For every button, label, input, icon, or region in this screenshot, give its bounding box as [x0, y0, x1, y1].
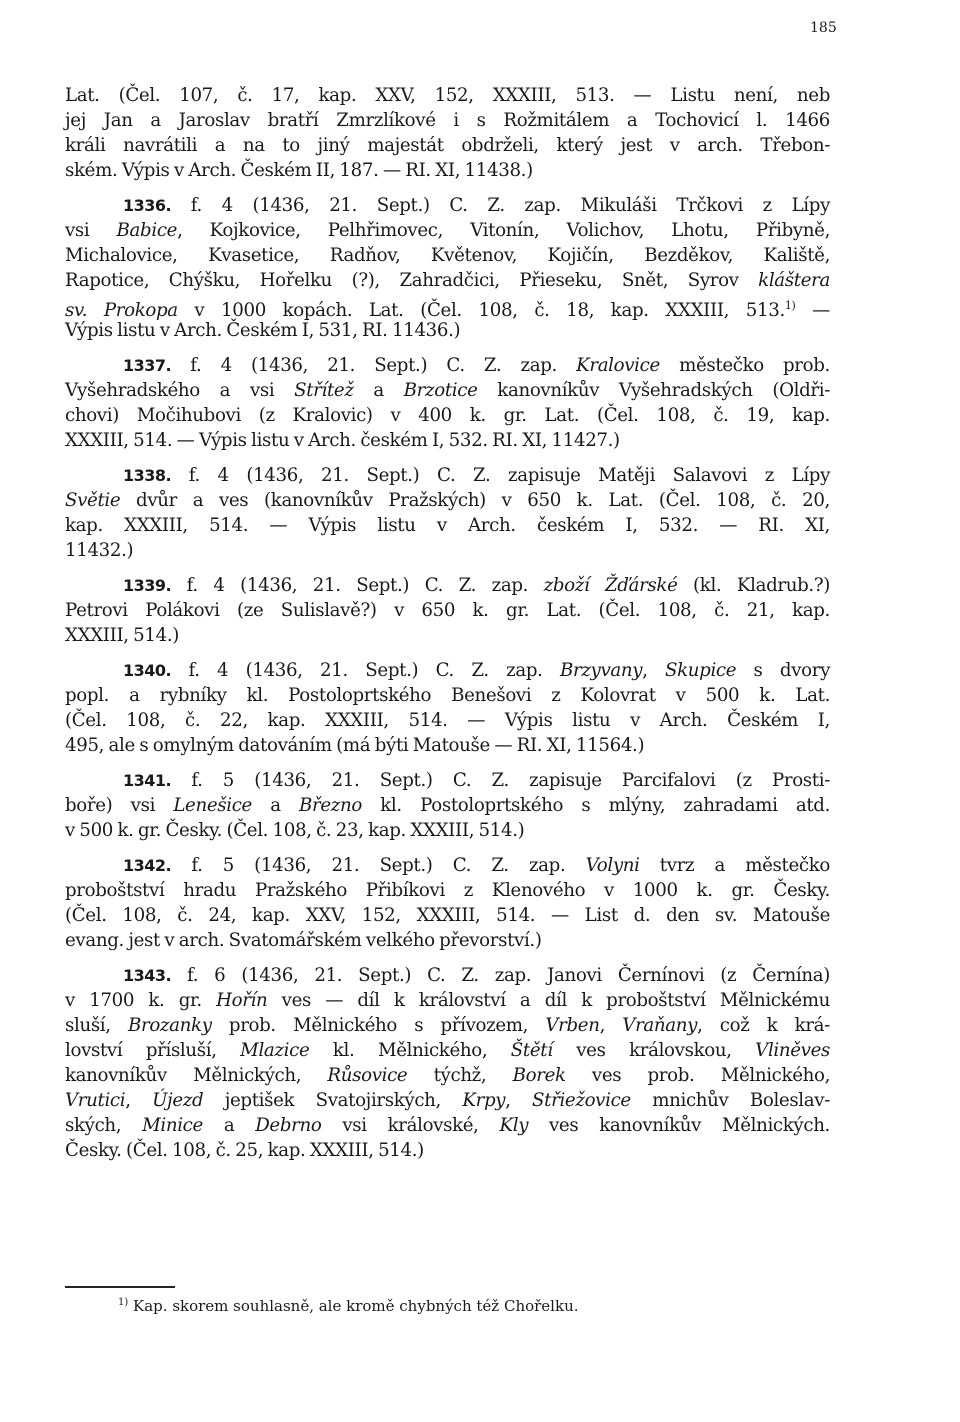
text-line: [65, 378, 830, 403]
text-run: ves královskou,: [552, 1040, 756, 1061]
text-line: [65, 1063, 830, 1088]
place-name: sv. Prokopa: [65, 300, 178, 322]
place-name: Lenešice: [173, 795, 252, 816]
text-run: mnichův Boleslav-: [630, 1090, 830, 1111]
text-line: [65, 658, 830, 683]
text-run: v 500 k. gr. Česky. (Čel. 108, č. 23, kap. XXXIII, 514.): [65, 820, 525, 841]
text-line: [65, 1013, 830, 1038]
text-run: týchž,: [407, 1065, 513, 1086]
text-line: jej Jan a Jaroslav bratří Zmrzlíkové i s Rožmitálem a Tochovicí l. 1466: [65, 110, 830, 131]
text-line: [65, 1113, 830, 1138]
text-run: Rapotice, Chýšku, Hořelku (?), Zahradčici, Přieseku, Snět, Syrov: [65, 270, 759, 291]
text-run: kanovníkův Vyšehradských (Oldři-: [477, 380, 831, 401]
text-run: kl. Postoloprtského s mlýny, zahradami atd.: [361, 795, 830, 816]
text-run: f. 4 (1436, 21. Sept.) C. Z. zap.: [171, 660, 560, 681]
place-name: Vliněves: [755, 1040, 830, 1061]
text-line: [65, 683, 830, 708]
text-line: [65, 428, 830, 453]
entry-number: 1339.: [123, 576, 172, 595]
text-run: f. 4 (1436, 21. Sept.) C. Z. zap. Mikuláši Trčkovi z Lípy: [171, 195, 830, 216]
text-line: [65, 268, 830, 293]
text-run: kl. Mělnického,: [309, 1040, 511, 1061]
text-run: a: [353, 380, 404, 401]
place-name: Mlazice: [240, 1040, 310, 1061]
text-run: ves — díl k království a díl k proboštství Mělnickému: [267, 990, 830, 1011]
footnote-divider: [65, 1286, 175, 1288]
text-line: [65, 353, 830, 378]
page-number: 185: [810, 20, 837, 36]
place-name: Volyni: [585, 855, 640, 876]
entry-1336: [65, 193, 830, 343]
place-name: Babice: [116, 220, 178, 241]
footnote-marker: 1): [118, 1297, 129, 1308]
place-name: Střiežovice: [532, 1090, 631, 1111]
text-run: f. 5 (1436, 21. Sept.) C. Z. zap.: [171, 855, 586, 876]
text-run: XXXIII, 514. — Výpis listu v Arch. českém I, 532. RI. XI, 11427.): [65, 430, 620, 451]
text-run: —: [795, 300, 830, 322]
entry-1343: [65, 963, 830, 1163]
text-line: [65, 963, 830, 988]
text-run: (Čel. 108, č. 24, kap. XXV, 152, XXXIII, 514. — List d. den sv. Matouše: [65, 905, 830, 926]
text-line: [65, 293, 830, 322]
text-line: [65, 708, 830, 733]
place-name: Borek: [512, 1065, 566, 1086]
place-name: Březno: [299, 795, 362, 816]
entry-number: 1342.: [123, 856, 172, 875]
place-name: Skupice: [665, 660, 737, 681]
place-name: Světie: [65, 490, 121, 511]
text-line: [65, 573, 830, 598]
text-line: [65, 318, 830, 343]
text-run: Michalovice, Kvasetice, Radňov, Květenov, Kojičín, Bezděkov, Kaliště,: [65, 245, 830, 266]
text-run: ves prob. Mělnického,: [565, 1065, 831, 1086]
text-line: [65, 903, 830, 928]
text-run: Česky. (Čel. 108, č. 25, kap. XXXIII, 514.): [65, 1140, 424, 1161]
text-run: XXXIII, 514.): [65, 625, 180, 646]
text-run: ,: [642, 660, 666, 681]
text-line: [65, 928, 830, 953]
text-run: popl. a rybníky kl. Postoloprtského Benešovi z Kolovrat v 500 k. Lat.: [65, 685, 830, 706]
text-run: lovství přísluší,: [65, 1040, 241, 1061]
text-run: vsi královské,: [321, 1115, 500, 1136]
text-run: ves kanovníkův Mělnických.: [528, 1115, 830, 1136]
text-line: [65, 733, 830, 758]
text-run: a: [251, 795, 299, 816]
text-run: , Kojkovice, Pelhřimovec, Vitonín, Volichov, Lhotu, Přibyně,: [177, 220, 830, 241]
text-line: [65, 193, 830, 218]
entry-number: 1341.: [123, 771, 172, 790]
text-line: [65, 243, 830, 268]
text-run: evang. jest v arch. Svatomářském velkého převorství.): [65, 930, 542, 951]
text-run: kap. XXXIII, 514. — Výpis listu v Arch. českém I, 532. — RI. XI,: [65, 515, 830, 536]
text-line: ském. Výpis v Arch. Českém II, 187. — RI. XI, 11438.): [65, 160, 533, 181]
place-name: Debrno: [255, 1115, 322, 1136]
entry-1338: [65, 463, 830, 563]
text-line: [65, 793, 830, 818]
text-run: ,: [125, 1090, 153, 1111]
entry-1337: [65, 353, 830, 453]
text-run: , což k krá-: [697, 1015, 830, 1036]
place-name: Brozanky: [127, 1015, 212, 1036]
entry-number: 1337.: [123, 356, 172, 375]
text-run: ,: [599, 1015, 623, 1036]
text-run: v 1000 kopách. Lat. (Čel. 108, č. 18, kap. XXXIII, 513.: [177, 300, 785, 322]
text-run: chovi) Močihubovi (z Kralovic) v 400 k. gr. Lat. (Čel. 108, č. 19, kap.: [65, 405, 830, 426]
place-name: Brzyvany: [559, 660, 643, 681]
place-name: kláštera: [758, 270, 830, 291]
text-line: [65, 818, 830, 843]
text-run: Výpis listu v Arch. Českém I, 531, RI. 11436.): [65, 320, 461, 341]
text-run: boře) vsi: [65, 795, 174, 816]
place-name: Vrben: [545, 1015, 600, 1036]
text-run: f. 4 (1436, 21. Sept.) C. Z. zapisuje Matěji Salavovi z Lípy: [171, 465, 830, 486]
text-run: kanovníkův Mělnických,: [65, 1065, 328, 1086]
text-line: [65, 768, 830, 793]
text-line: [65, 598, 830, 623]
place-name: Růsovice: [327, 1065, 408, 1086]
place-name: Štětí: [510, 1040, 553, 1061]
text-run: s dvory: [736, 660, 830, 681]
text-line: [65, 1088, 830, 1113]
text-run: v 1700 k. gr.: [65, 990, 217, 1011]
entry-number: 1343.: [123, 966, 172, 985]
text-run: f. 6 (1436, 21. Sept.) C. Z. zap. Janovi Černínovi (z Černína): [171, 965, 830, 986]
text-line: [65, 1038, 830, 1063]
text-line: králi navrátili a na to jiný majestát obdrželi, který jest v arch. Třebon-: [65, 135, 830, 156]
text-run: a: [202, 1115, 256, 1136]
text-run: jeptišek Svatojirských,: [203, 1090, 463, 1111]
text-line: [65, 513, 830, 538]
text-run: tvrz a městečko: [639, 855, 830, 876]
place-name: Střítež: [294, 380, 354, 401]
text-line: [65, 623, 830, 648]
entries-list: [65, 193, 830, 1163]
text-run: vsi: [65, 220, 117, 241]
text-line: Lat. (Čel. 107, č. 17, kap. XXV, 152, XXXIII, 513. — Listu není, neb: [65, 85, 830, 106]
text-run: ,: [505, 1090, 533, 1111]
place-name: Hořín: [216, 990, 268, 1011]
place-name: Újezd: [152, 1090, 204, 1111]
entry-number: 1340.: [123, 661, 172, 680]
text-line: [65, 878, 830, 903]
intro-paragraph: [65, 83, 830, 183]
place-name: Brzotice: [403, 380, 478, 401]
footnote-text: Kap. skorem souhlasně, ale kromě chybných též Chořelku.: [128, 1297, 579, 1315]
text-line: [65, 463, 830, 488]
text-run: ských,: [65, 1115, 143, 1136]
text-run: dvůr a ves (kanovníkův Pražských) v 650 k. Lat. (Čel. 108, č. 20,: [120, 490, 830, 511]
text-run: (Čel. 108, č. 22, kap. XXXIII, 514. — Výpis listu v Arch. Českém I,: [65, 710, 830, 731]
place-name: Krpy: [462, 1090, 506, 1111]
text-run: 495, ale s omylným datováním (má býti Matouše — RI. XI, 11564.): [65, 735, 645, 756]
text-line: [65, 538, 830, 563]
text-run: sluší,: [65, 1015, 128, 1036]
entry-1342: [65, 853, 830, 953]
text-line: [65, 1138, 830, 1163]
text-run: f. 4 (1436, 21. Sept.) C. Z. zap.: [171, 355, 577, 376]
text-run: f. 4 (1436, 21. Sept.) C. Z. zap.: [171, 575, 544, 596]
text-run: městečko prob.: [659, 355, 830, 376]
place-name: zboží Žďárské: [543, 575, 678, 596]
entry-1340: [65, 658, 830, 758]
place-name: Kly: [499, 1115, 529, 1136]
text-line: [65, 488, 830, 513]
footnote-ref: 1): [784, 299, 796, 312]
text-run: Petrovi Polákovi (ze Sulislavě?) v 650 k. gr. Lat. (Čel. 108, č. 21, kap.: [65, 600, 830, 621]
text-run: (kl. Kladrub.?): [677, 575, 830, 596]
text-run: prob. Mělnického s přívozem,: [211, 1015, 546, 1036]
text-line: [65, 218, 830, 243]
text-run: 11432.): [65, 540, 134, 561]
text-line: [65, 403, 830, 428]
entry-number: 1336.: [123, 196, 172, 215]
document-body: [65, 83, 830, 1163]
place-name: Minice: [142, 1115, 203, 1136]
text-run: f. 5 (1436, 21. Sept.) C. Z. zapisuje Parcifalovi (z Prosti-: [171, 770, 830, 791]
text-run: Vyšehradského a vsi: [65, 380, 295, 401]
text-line: [65, 988, 830, 1013]
text-run: proboštství hradu Pražského Přibíkovi z Klenového v 1000 k. gr. Česky.: [65, 880, 830, 901]
footnote: [118, 1292, 579, 1317]
entry-number: 1338.: [123, 466, 172, 485]
entry-1339: [65, 573, 830, 648]
place-name: Vrutici: [65, 1090, 126, 1111]
entry-1341: [65, 768, 830, 843]
place-name: Kralovice: [576, 355, 660, 376]
place-name: Vraňany: [622, 1015, 698, 1036]
text-line: [65, 853, 830, 878]
